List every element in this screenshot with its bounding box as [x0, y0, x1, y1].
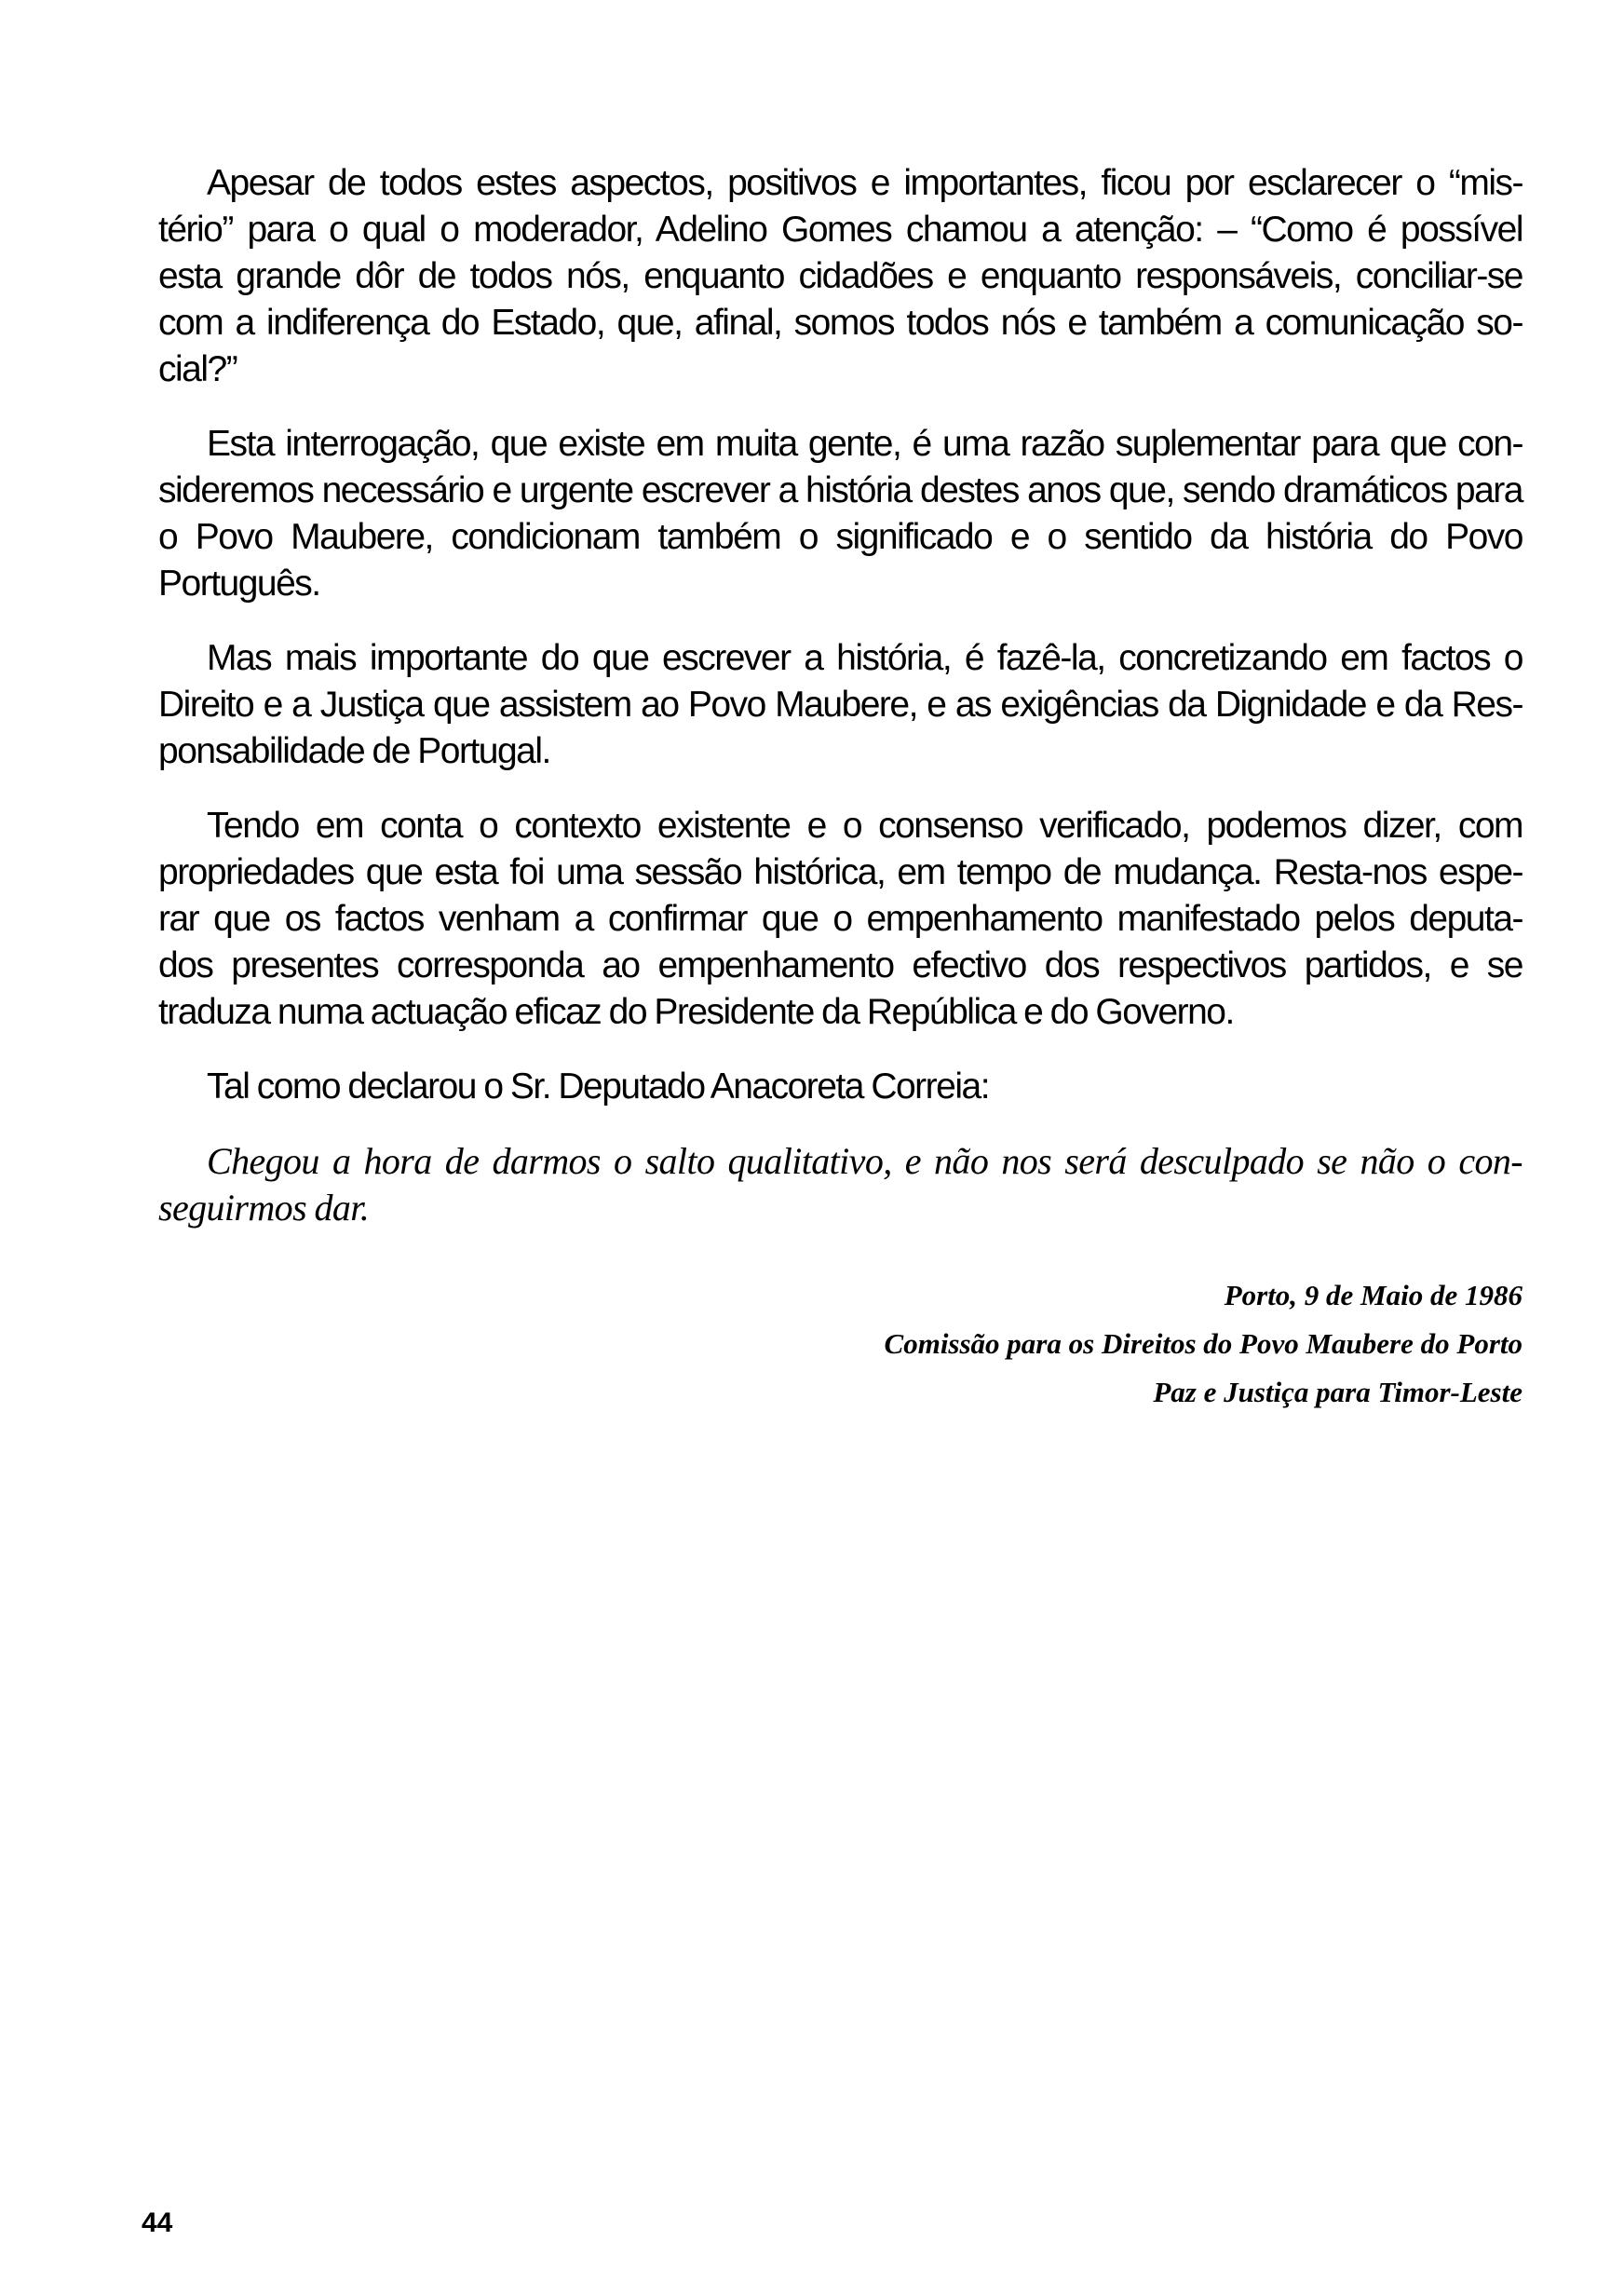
text-line: sideremos necessário e urgente escrever a história destes anos que, sendo dramáticos para: [158, 470, 1522, 510]
page-number: 44: [142, 2207, 173, 2238]
text-line: o Povo Maubere, condicionam também o significado e o sentido da história do Povo: [158, 517, 1522, 557]
text-line: esta grande dôr de todos nós, enquanto cidadões e enquanto responsáveis, conciliar-se: [158, 256, 1522, 296]
text-line: propriedades que esta foi uma sessão histórica, em tempo de mudança. Resta-nos espe-: [158, 852, 1522, 892]
text-line: dos presentes corresponda ao empenhamento efectivo dos respectivos partidos, e se: [158, 945, 1522, 985]
quote-line: Chegou a hora de darmos o salto qualitativo, e não nos será desculpado se não o con-: [207, 1140, 1522, 1182]
paragraph-sessao-historica: [158, 803, 1522, 1036]
signature-place-date: Porto, 9 de Maio de 1986: [1224, 1279, 1522, 1311]
text-line: cial?”: [158, 349, 237, 389]
paragraph-interrogacao: [158, 421, 1522, 607]
text-line: Apesar de todos estes aspectos, positivos e importantes, ficou por esclarecer o “mis-: [207, 163, 1522, 203]
text-line: Português.: [158, 564, 320, 604]
text-line: Tal como declarou o Sr. Deputado Anacoreta Correia:: [207, 1066, 990, 1107]
text-line: Direito e a Justiça que assistem ao Povo Maubere, e as exigências da Dignidade e da Res-: [158, 685, 1522, 725]
document-body: [158, 160, 1522, 1259]
text-line: rar que os factos venham a confirmar que o empenhamento manifestado pelos deputa-: [158, 899, 1522, 939]
text-line: tério” para o qual o moderador, Adelino Gomes chamou a atenção: – “Como é possível: [158, 210, 1522, 250]
text-line: Tendo em conta o contexto existente e o consenso verificado, podemos dizer, com: [207, 806, 1522, 846]
text-line: Esta interrogação, que existe em muita gente, é uma razão suplementar para que con-: [207, 424, 1522, 464]
signature-organization: Comissão para os Direitos do Povo Maubere do Porto: [884, 1327, 1522, 1360]
signature-motto: Paz e Justiça para Timor-Leste: [1153, 1376, 1522, 1408]
quote-anacoreta-correia: [158, 1138, 1522, 1231]
paragraph-declaracao: [158, 1064, 1522, 1110]
quote-line: seguirmos dar.: [158, 1187, 370, 1229]
text-line: Mas mais importante do que escrever a história, é fazê-la, concretizando em factos o: [207, 638, 1522, 678]
text-line: traduza numa actuação eficaz do Presidente da República e do Governo.: [158, 992, 1234, 1032]
text-line: ponsabilidade de Portugal.: [158, 731, 550, 771]
text-line: com a indiferença do Estado, que, afinal, somos todos nós e também a comunicação so-: [158, 303, 1522, 343]
signature-block: [885, 1271, 1522, 1417]
paragraph-mysterio: [158, 160, 1522, 393]
paragraph-fazer-historia: [158, 635, 1522, 775]
